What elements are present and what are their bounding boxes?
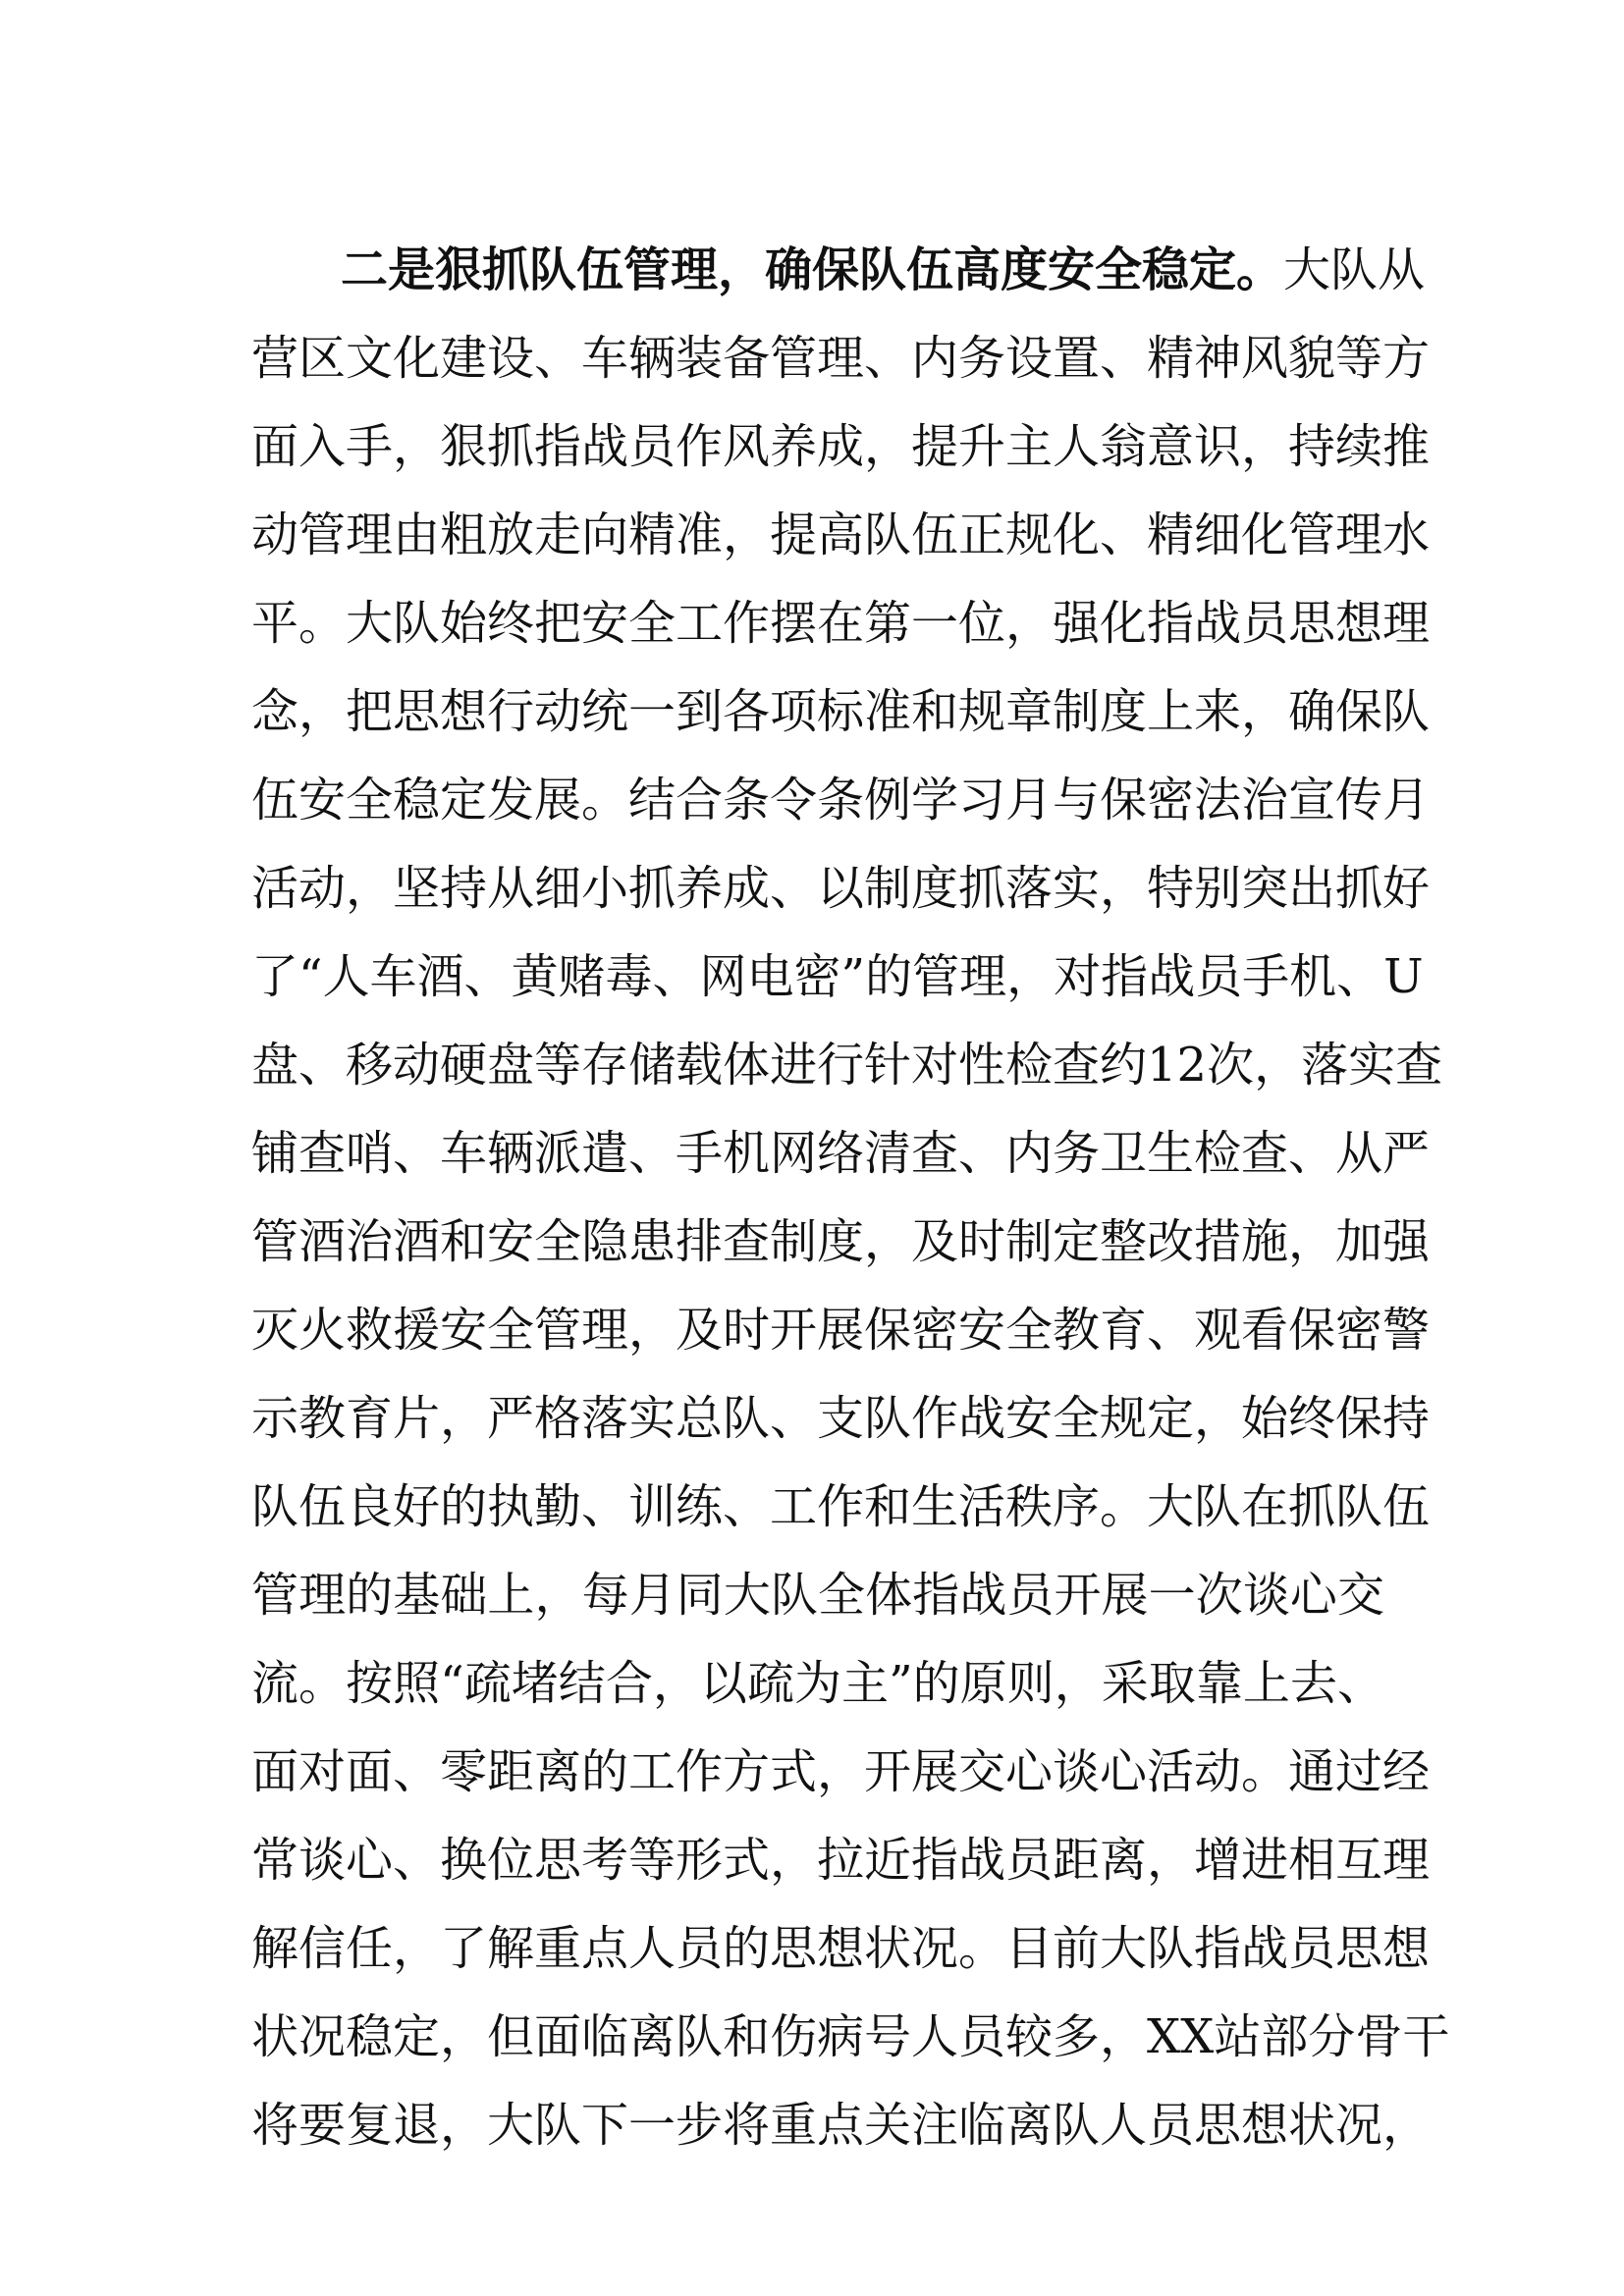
paragraph-heading: 二是狠抓队伍管理，确保队伍高度安全稳定。 <box>341 242 1284 297</box>
paragraph-line-20: 解信任，了解重点人员的思想状况。目前大队指战员思想 <box>251 1921 1431 1976</box>
paragraph-line-15: 队伍良好的执勤、训练、工作和生活秩序。大队在抓队伍 <box>251 1479 1431 1534</box>
paragraph-line-3: 面入手，狠抓指战员作风养成，提升主人翁意识，持续推 <box>251 419 1431 474</box>
paragraph-line-6: 念，把思想行动统一到各项标准和规章制度上来，确保队 <box>251 684 1431 739</box>
paragraph-line-9: 了“人车酒、黄赌毒、网电密”的管理，对指战员手机、U <box>251 949 1424 1004</box>
paragraph-line-8: 活动，坚持从细小抓养成、以制度抓落实，特别突出抓好 <box>251 861 1431 916</box>
paragraph-line-11: 铺查哨、车辆派遣、手机网络清查、内务卫生检查、从严 <box>251 1126 1431 1181</box>
paragraph-line-14: 示教育片，严格落实总队、支队作战安全规定，始终保持 <box>251 1391 1431 1446</box>
paragraph-line-2: 营区文化建设、车辆装备管理、内务设置、精神风貌等方 <box>251 331 1431 386</box>
paragraph-line-text: 大队从 <box>1283 242 1426 297</box>
paragraph-line-16: 管理的基础上，每月同大队全体指战员开展一次谈心交 <box>251 1568 1384 1623</box>
paragraph-line-17: 流。按照“疏堵结合，以疏为主”的原则，采取靠上去、 <box>251 1656 1384 1711</box>
paragraph-line-1 <box>341 236 1426 304</box>
paragraph-line-7: 伍安全稳定发展。结合条令条例学习月与保密法治宣传月 <box>251 773 1431 828</box>
paragraph-line-19: 常谈心、换位思考等形式，拉近指战员距离，增进相互理 <box>251 1833 1431 1888</box>
paragraph-line-12: 管酒治酒和安全隐患排查制度，及时制定整改措施，加强 <box>251 1214 1431 1269</box>
paragraph-line-10: 盘、移动硬盘等存储载体进行针对性检查约12次，落实查 <box>251 1038 1443 1093</box>
paragraph-line-22: 将要复退，大队下一步将重点关注临离队人员思想状况， <box>251 2098 1431 2153</box>
paragraph-line-21: 状况稳定，但面临离队和伤病号人员较多，XX站部分骨干 <box>251 2009 1450 2064</box>
paragraph-line-13: 灭火救援安全管理，及时开展保密安全教育、观看保密警 <box>251 1303 1431 1358</box>
paragraph-line-5: 平。大队始终把安全工作摆在第一位，强化指战员思想理 <box>251 596 1431 651</box>
paragraph-line-4: 动管理由粗放走向精准，提高队伍正规化、精细化管理水 <box>251 507 1431 562</box>
paragraph-line-18: 面对面、零距离的工作方式，开展交心谈心活动。通过经 <box>251 1744 1431 1799</box>
